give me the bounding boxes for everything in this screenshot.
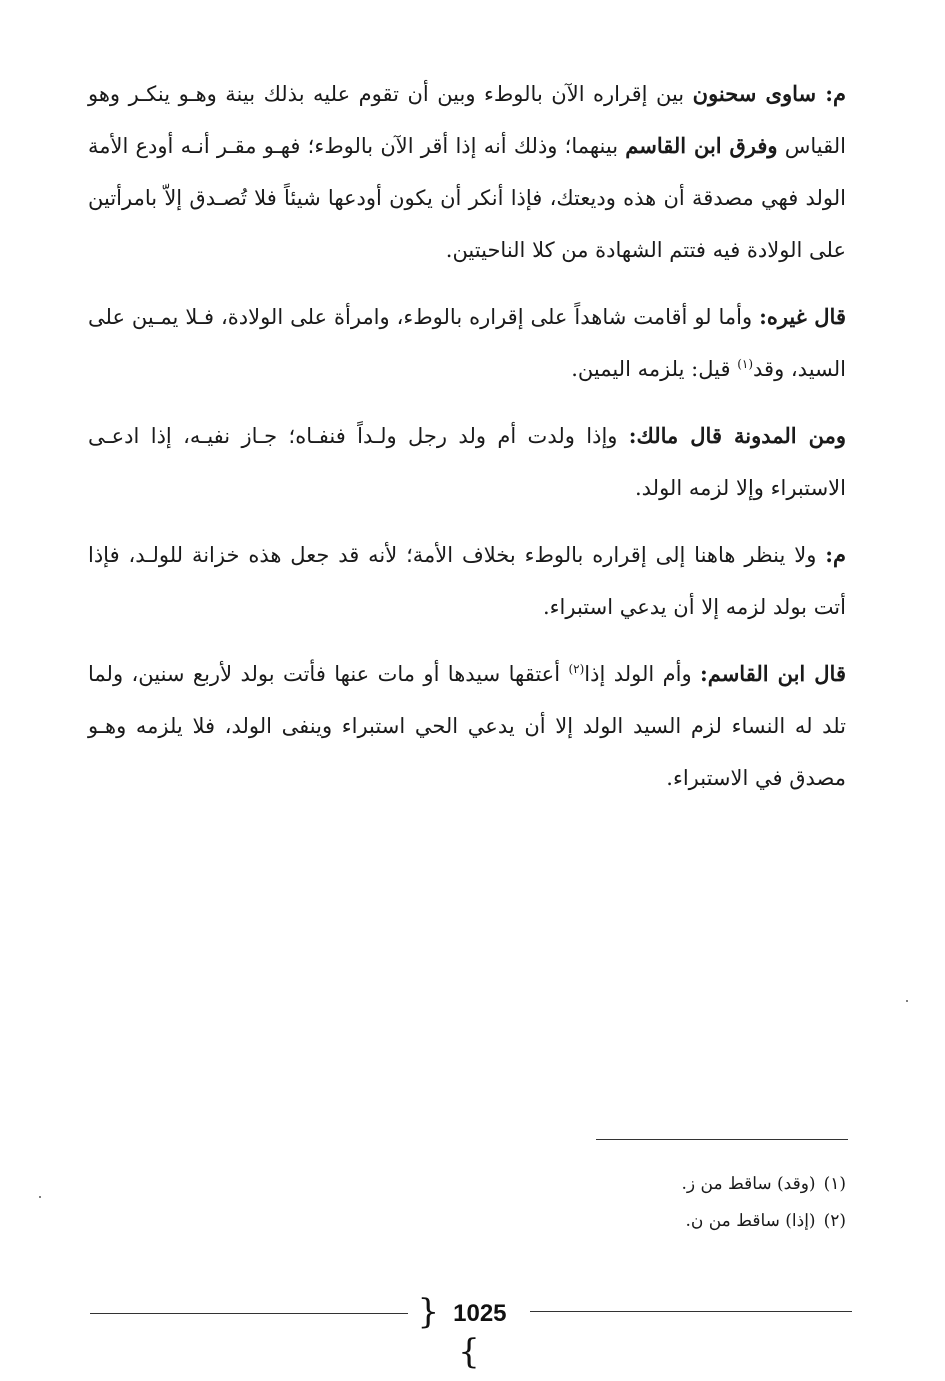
paragraph-text: ولا ينظر هاهنا إلى إقراره بالوطء بخلاف الأمة؛ لأنه قد جعل هذه خزانة للولـد، فإذا أتت بولد لزمه إلا أن يدعي استبراء.	[88, 543, 846, 619]
brace-open: }	[417, 1292, 440, 1332]
paragraph	[88, 410, 846, 514]
paragraph-lead: قال غيره:	[759, 304, 846, 329]
paragraph-lead: م:	[825, 542, 846, 567]
scan-speck	[906, 1000, 908, 1002]
paragraph	[88, 68, 846, 276]
paragraph-text: وإذا ولدت أم ولد رجل ولـداً فنفـاه؛ جـاز نفيـه، إذا ادعـى الاستبراء وإلا لزمه الولد.	[88, 424, 846, 500]
footnote-reference: (١)	[737, 357, 754, 371]
footer-rule-right	[530, 1311, 852, 1312]
footnote-text: (وقد) ساقط من ز.	[681, 1174, 816, 1194]
paragraph	[88, 529, 846, 633]
paragraph-text: قيل: يلزمه اليمين.	[571, 357, 738, 381]
paragraph-text: بينهما؛ وذلك أنه إذا أقر الآن بالوطء؛ فهـو مقـر أنـه أودع الأمة الولد فهي مصدقة أن هذه وديعتك، فإذا أنكر أن يكون أودعها شيئاً فلا تُصـدق إلاّ بامرأتين على الولادة فيه فتتم الشهادة من كلا الناحيتين.	[88, 134, 846, 262]
scan-speck	[39, 1196, 41, 1198]
brace-close: {	[458, 1332, 480, 1372]
footnote-text: (إذا) ساقط من ن.	[685, 1211, 816, 1231]
paragraph-text: وأما لو أقامت شاهداً على إقراره بالوطء، وامرأة على الولادة، فـلا يمـين على السيد، وقد	[88, 305, 846, 381]
paragraph-text: بين إقراره الآن بالوطء وبين أن تقوم عليه بذلك بينة وهـو ينكـر وهو القياس	[88, 82, 846, 158]
footnote-number: (٢)	[823, 1211, 846, 1231]
page-number	[408, 1292, 530, 1372]
paragraph-text: أعتقها سيدها أو مات عنها فأتت بولد لأربع سنين، ولما تلد له النساء لزم السيد الولد إلا أن يدعي الحي استبراء وينفى الولد، فلا يلزمه وهـو مصدق في الاستبراء.	[88, 662, 846, 790]
paragraph-lead: ومن المدونة قال مالك:	[628, 423, 847, 448]
main-text	[88, 68, 846, 819]
footnote-separator	[596, 1139, 848, 1140]
footnote-number: (١)	[823, 1174, 846, 1194]
paragraph	[88, 291, 846, 395]
page-number-value: 1025	[453, 1300, 507, 1327]
footnote-reference: (٢)	[568, 662, 585, 676]
paragraph-lead: م: ساوى سحنون	[692, 81, 846, 106]
paragraph-lead: قال ابن القاسم:	[699, 661, 846, 686]
paragraph	[88, 648, 846, 804]
bold-phrase: وفرق ابن القاسم	[625, 133, 778, 158]
footnotes	[400, 1166, 846, 1240]
page-footer	[90, 1292, 852, 1372]
footnote	[400, 1203, 846, 1240]
footer-rule-left	[90, 1313, 408, 1314]
paragraph-text: وأم الولد إذا	[584, 662, 700, 686]
footnote	[400, 1166, 846, 1203]
